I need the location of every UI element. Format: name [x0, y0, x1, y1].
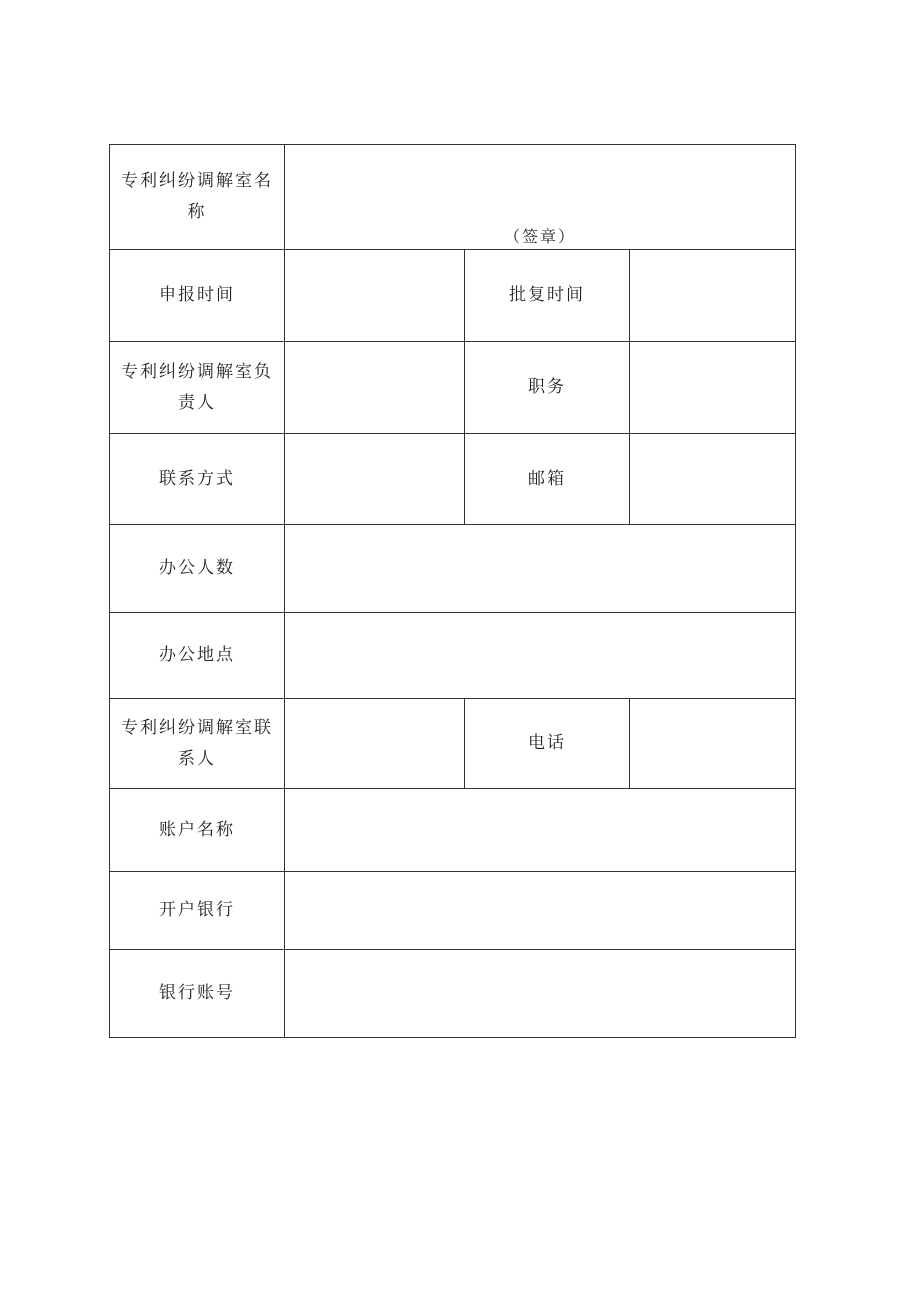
row-bank: [110, 872, 796, 950]
row-office-head: [110, 342, 796, 434]
approval-time-field[interactable]: [630, 250, 796, 342]
registration-form-table: [109, 144, 796, 1038]
office-address-label: 办公地点: [110, 613, 285, 699]
seal-note: （签章）: [504, 227, 577, 246]
account-number-label: 银行账号: [110, 950, 285, 1038]
account-number-field[interactable]: [285, 950, 796, 1038]
report-time-field[interactable]: [285, 250, 465, 342]
office-head-label: 专利纠纷调解室负责人: [110, 342, 285, 434]
contact-method-label: 联系方式: [110, 434, 285, 525]
email-label: 邮箱: [465, 434, 630, 525]
contact-method-field[interactable]: [285, 434, 465, 525]
row-contact-method: [110, 434, 796, 525]
office-contact-label: 专利纠纷调解室联系人: [110, 699, 285, 789]
phone-field[interactable]: [630, 699, 796, 789]
account-name-field[interactable]: [285, 789, 796, 872]
email-field[interactable]: [630, 434, 796, 525]
office-head-field[interactable]: [285, 342, 465, 434]
row-office-contact: [110, 699, 796, 789]
office-name-label: 专利纠纷调解室名称: [110, 145, 285, 250]
staff-count-field[interactable]: [285, 525, 796, 613]
row-account-name: [110, 789, 796, 872]
office-contact-field[interactable]: [285, 699, 465, 789]
bank-field[interactable]: [285, 872, 796, 950]
position-field[interactable]: [630, 342, 796, 434]
office-address-field[interactable]: [285, 613, 796, 699]
bank-label: 开户银行: [110, 872, 285, 950]
office-name-field[interactable]: [285, 145, 796, 250]
row-office-address: [110, 613, 796, 699]
account-name-label: 账户名称: [110, 789, 285, 872]
staff-count-label: 办公人数: [110, 525, 285, 613]
phone-label: 电话: [465, 699, 630, 789]
position-label: 职务: [465, 342, 630, 434]
row-account-number: [110, 950, 796, 1038]
row-office-name: [110, 145, 796, 250]
row-report-time: [110, 250, 796, 342]
row-staff-count: [110, 525, 796, 613]
report-time-label: 申报时间: [110, 250, 285, 342]
approval-time-label: 批复时间: [465, 250, 630, 342]
